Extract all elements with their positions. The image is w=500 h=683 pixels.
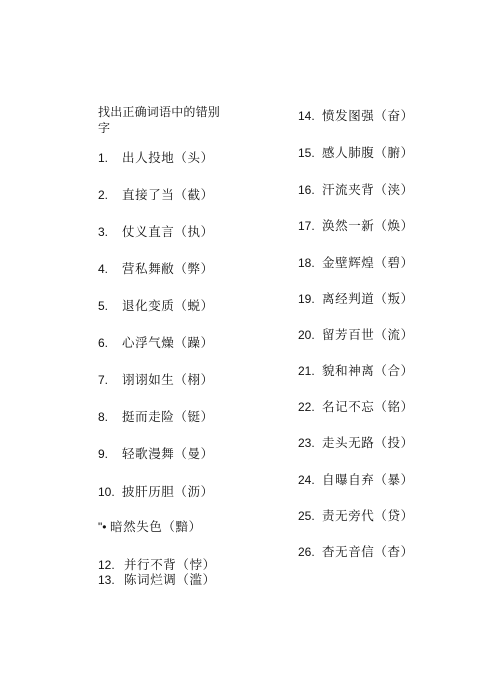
list-item	[98, 372, 214, 388]
item-number: 12.	[98, 558, 115, 572]
item-number: 16.	[298, 183, 315, 197]
item-number: 9.	[98, 447, 109, 461]
item-number: 22.	[298, 400, 315, 414]
item-number: 4.	[98, 262, 109, 276]
item-number: "•	[98, 520, 107, 534]
list-item	[298, 108, 414, 124]
list-item	[298, 218, 414, 234]
item-text: 自曝自弃（暴）	[322, 472, 414, 487]
list-item	[298, 399, 414, 415]
item-text: 感人肺腹（腑）	[322, 145, 414, 160]
list-item	[298, 544, 414, 560]
item-text: 轻歌漫舞（曼）	[122, 446, 214, 461]
item-text: 责无旁代（贷）	[322, 508, 414, 523]
item-text: 出人投地（头）	[122, 150, 214, 165]
item-text: 挺而走险（铤）	[122, 409, 214, 424]
list-item	[98, 519, 202, 535]
list-item	[298, 145, 414, 161]
item-number: 8.	[98, 410, 109, 424]
item-number: 24.	[298, 473, 315, 487]
item-number: 19.	[298, 292, 315, 306]
list-item	[298, 472, 414, 488]
item-text: 貌和神离（合）	[322, 363, 414, 378]
item-number: 13.	[98, 573, 115, 587]
item-text: 并行不背（悖）	[124, 557, 216, 572]
item-text: 名记不忘（铭）	[322, 399, 414, 414]
item-number: 6.	[98, 336, 109, 350]
item-number: 26.	[298, 545, 315, 559]
item-number: 18.	[298, 256, 315, 270]
list-item	[98, 224, 214, 240]
item-number: 23.	[298, 436, 315, 450]
item-number: 3.	[98, 225, 109, 239]
list-item	[298, 291, 414, 307]
item-number: 25.	[298, 509, 315, 523]
item-number: 20.	[298, 328, 315, 342]
item-number: 17.	[298, 219, 315, 233]
list-item	[98, 150, 214, 166]
list-item	[98, 446, 214, 462]
item-text: 暗然失色（黯）	[110, 519, 202, 534]
list-item	[298, 327, 414, 343]
list-item	[98, 409, 214, 425]
item-text: 退化变质（蜕）	[122, 298, 214, 313]
item-text: 心浮气燥（躁）	[122, 335, 214, 350]
item-text: 仗义直言（执）	[122, 224, 214, 239]
list-item	[98, 557, 216, 573]
item-text: 披肝历胆（沥）	[122, 484, 214, 499]
list-item	[98, 261, 214, 277]
list-item	[298, 182, 414, 198]
item-number: 7.	[98, 373, 109, 387]
item-text: 金壁辉煌（碧）	[322, 255, 414, 270]
item-text: 走头无路（投）	[322, 435, 414, 450]
item-number: 14.	[298, 109, 315, 123]
list-item	[298, 435, 414, 451]
item-text: 陈词烂调（滥）	[124, 572, 216, 587]
item-text: 愤发图强（奋）	[322, 108, 414, 123]
list-item	[98, 335, 214, 351]
list-item	[298, 255, 414, 271]
list-item	[98, 187, 214, 203]
item-text: 涣然一新（焕）	[322, 218, 414, 233]
list-item	[298, 508, 414, 524]
list-item	[98, 484, 214, 500]
item-text: 留芳百世（流）	[322, 327, 414, 342]
list-item	[298, 363, 414, 379]
item-number: 5.	[98, 299, 109, 313]
item-number: 10.	[98, 485, 115, 499]
item-number: 1.	[98, 151, 109, 165]
list-item	[98, 572, 216, 588]
item-text: 汗流夹背（浃）	[322, 182, 414, 197]
item-number: 15.	[298, 146, 315, 160]
item-number: 21.	[298, 364, 315, 378]
item-number: 2.	[98, 188, 109, 202]
item-text: 杳无音信（杳）	[322, 544, 414, 559]
item-text: 直接了当（截）	[122, 187, 214, 202]
list-item	[98, 298, 214, 314]
item-text: 离经判道（叛）	[322, 291, 414, 306]
document-title: 找出正确词语中的错别字	[98, 105, 221, 135]
item-text: 诩诩如生（栩）	[122, 372, 214, 387]
item-text: 营私舞敝（弊）	[122, 261, 214, 276]
